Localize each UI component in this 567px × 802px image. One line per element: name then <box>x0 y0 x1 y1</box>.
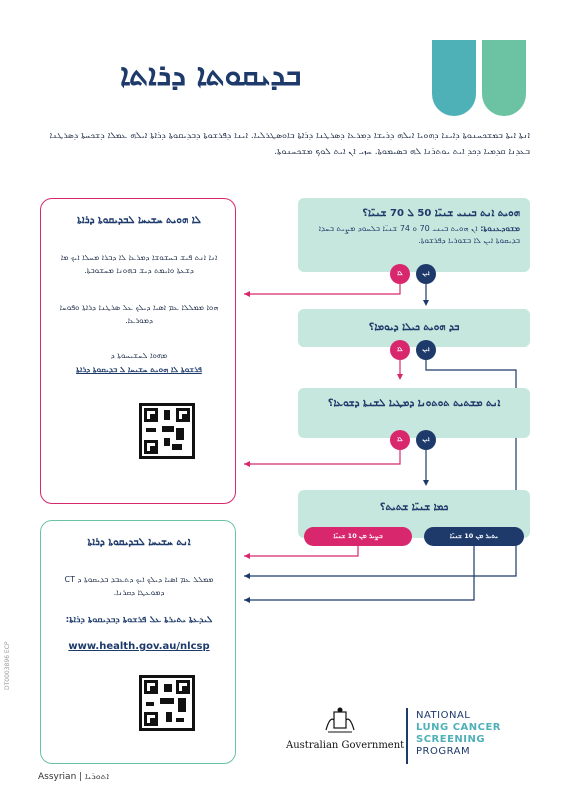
question-symptoms <box>298 309 530 347</box>
note-label: ܡܫܘܕܥܢܘܬܐ: <box>480 224 520 233</box>
program-line-1: NATIONAL <box>416 710 471 721</box>
q1-yes-badge: ܐܝܢ <box>416 264 436 284</box>
panel-not-eligible-heading: ܠܐ ܗܘܝܬ ܚܫܝܚܐ ܠܒܕܝܩܘܬܐ ܕܪܐܬܐ <box>77 215 201 226</box>
panel-not-eligible-link[interactable]: ܦܪܫܘܬܐ ܠܐ ܗܘܝܬ ܚܫܝܚܐ ܠ ܒܕܝܩܘܬܐ ܕܪܐܬܐ <box>76 365 202 374</box>
question-symptoms-title: ܒܕ ܗܘܝܬ ܟܝܠܐ ܕܝܘܡܐ؟ <box>368 322 460 333</box>
document-code: DT0003896 ECP <box>4 641 11 690</box>
question-age-note <box>308 223 520 247</box>
qr-code-eligible[interactable] <box>139 675 195 731</box>
q1-no-badge: ܠܐ <box>390 264 410 284</box>
question-smoking-title: ܐܢܬ ܡܫܬܝܬ ܬܘܬܘܢܐ ܕܡܛܝܐ ܠܫܢܬܐ ܕܫܘܥܐ؟ <box>327 398 501 409</box>
program-line-3: SCREENING <box>416 734 486 745</box>
qr-code-not-eligible[interactable] <box>139 403 195 459</box>
question-age-title: ܗܘܝܬ ܐܢܬ ܒܝܢܝ ܫܢܝ̈ܐ 50 ܠ 70 ܫܢܝ̈ܐ؟ <box>362 208 520 219</box>
program-logo <box>416 710 501 758</box>
panel-not-eligible-body1: ܐܢܐ ܐܢܬ ܦܝܫ ܒܚܫܘܫܐ ܕܡܪܥܐ ܠܐ ܕܒܪܐ ܡܚܠܐ ܐܝܟ ܡܐ ܕܫܥܬܐ ܘܐܝܡܬ ܕܝܫ ܒܗܘܢܐ ܡܚܫܘܒܬܐ. <box>60 253 218 275</box>
panel-eligible-body: ܡܡܠܠ ܥܡ ܐܣܝܐ ܕܝܠܟ ܐܝܟ ܕܬܥܒܕ ܒܕܝܩܘܬܐ ܕ CT ܕܡܘܥܛܐ ܕܩܪܢܐ. <box>64 575 214 597</box>
panel-eligible-heading: ܐܢܬ ܚܫܝܚܐ ܠܒܕܝܩܘܬܐ ܕܪܐܬܐ <box>87 537 191 548</box>
australian-coat-of-arms-icon <box>322 706 358 736</box>
q3-no-badge: ܠܐ <box>390 430 410 450</box>
question-age <box>298 198 530 272</box>
nlcsp-link[interactable]: www.health.gov.au/nlcsp <box>68 641 210 652</box>
pill-more-than-10: ܝܬܝܪ ܡܢ 10 ܫܢܝ̈ܐ <box>424 527 524 546</box>
program-line-4: PROGRAM <box>416 746 471 757</box>
page-title: ܒܕܝܩܘܬܐ ܕܪܐܬܐ <box>120 58 302 93</box>
note-text: ܐܢ ܗܘܝܬ ܒܝܢܝ 70 ܘ 74 ܫܢܝ̈ܐ ܒܠܚܘܕ ܡܨܝܬ ܒܚܕܐ ܒܕܝܩܘܬܐ ܐܝܢ ܠܐ ܒܫܘܪܝܐ ܕܦܪܫܘܬܐ. <box>318 224 520 245</box>
pill-less-than-10: ܒܨܝܪ ܡܢ 10 ܫܢܝ̈ܐ <box>304 527 412 546</box>
australian-government-label: Australian Government <box>286 740 405 751</box>
divider <box>406 708 408 764</box>
panel-eligible <box>40 520 236 764</box>
panel-not-eligible <box>40 198 236 504</box>
language-label: Assyrian | ܐܬܘܪܝܐ <box>38 772 110 782</box>
q3-yes-badge: ܐܝܢ <box>416 430 436 450</box>
q2-no-badge: ܠܐ <box>390 340 410 360</box>
program-line-2: LUNG CANCER <box>416 722 502 733</box>
panel-eligible-more: ܠܝܕܥܬܐ ܝܬܝܪܬܐ ܥܠ ܦܪܫܘܬܐ ܕܒܕܝܩܘܬܐ ܕܪܐܬܐ: <box>65 615 213 625</box>
q2-yes-badge: ܐܝܢ <box>416 340 436 360</box>
panel-not-eligible-body2: ܗܘܐ ܡܡܠܠܐ ܥܡ ܐܣܝܐ ܕܝܠܟ ܥܠ ܣܪܛܢܐ ܕܪܐܬܐ ܘܦܘܚܐ ܕܡܘܪܥܐ. <box>59 303 219 325</box>
question-years-title: ܟܡܐ ܫܢܝ̈ܐ ܫܬܝܬ؟ <box>379 502 449 513</box>
panel-not-eligible-body3: ܡܗܘܐ ܠܚܫܝܚܘܬܐ ܕ <box>110 351 168 360</box>
intro-text: ܐܢܬܐ ܐܝܬܐ ܒܡܫܟܚܢܘܬܐ ܕܐܝܢܐ ܕܗܘܝܐ ܐܝܠܗ ܕܪܝܫܐ ܕܡܪܥܐ ܕܣܪܛܢܐ ܕܪܐܬܐ ܒܐܘܣܛܪܠܝܐ. ܐܝܢܐ ܕܦܪܫܘܬܐ ܕܒܕܝܩܘܬܐ ܕܪܐܬܐ ܐܝܠܗ ܥܡܠܐ ܕܫܟܚܬܐ ܕܣܪܛܢܐ ܒܥܕܢܐ ܩܕܡܝܐ ܕܟܕ ܐܝܬ ܝܘܬܪܢܐ ܠܗ ܒܣܝܡܘܬܐ. ܚܙܝ ܐܢ ܐܝܬ ܠܘܟ ܡܫܟܚܢܘܬܐ. <box>49 131 530 157</box>
question-smoking <box>298 388 530 438</box>
